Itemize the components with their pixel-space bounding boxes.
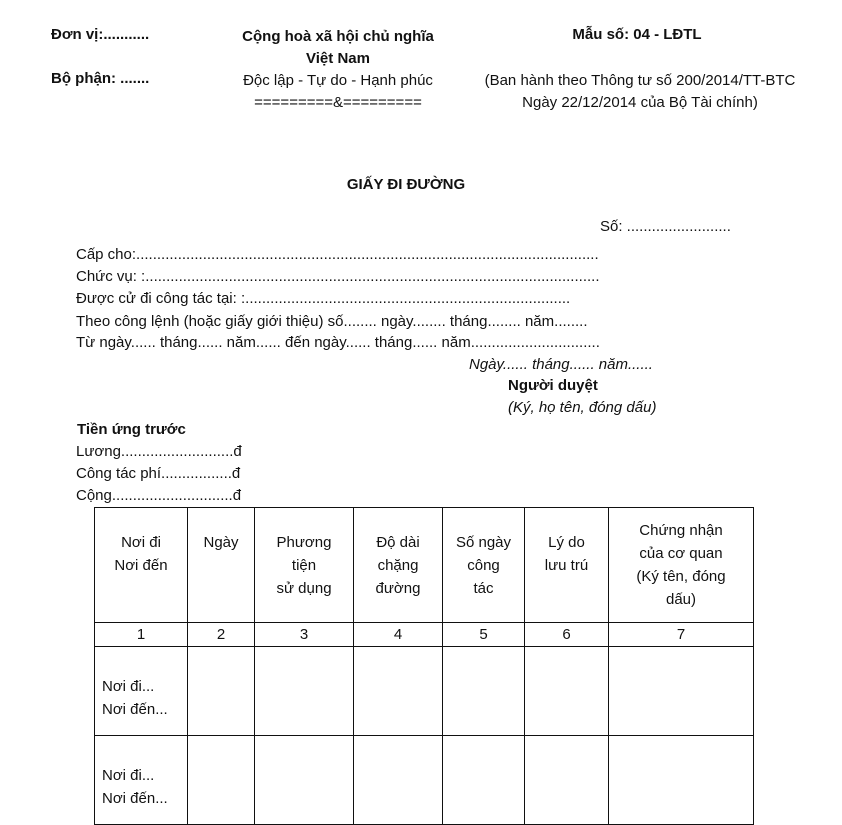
document-title: GIẤY ĐI ĐƯỜNG bbox=[346, 176, 466, 193]
order-reference-field: Theo công lệnh (hoặc giấy giới thiệu) số........ ngày........ tháng........ năm........ bbox=[76, 313, 588, 330]
header-line: lưu trú bbox=[544, 556, 589, 574]
national-title-line-1: Cộng hoà xã hội chủ nghĩa bbox=[242, 28, 434, 45]
travel-table bbox=[94, 507, 754, 825]
org-unit-label: Đơn vị:........... bbox=[51, 26, 150, 43]
header-date bbox=[188, 508, 255, 623]
column-number: 4 bbox=[354, 623, 443, 647]
header-places bbox=[95, 508, 188, 623]
header-line: Lý do bbox=[548, 533, 585, 551]
header-distance bbox=[354, 508, 443, 623]
assigned-location-field: Được cử đi công tác tại: :.............................................................................. bbox=[76, 290, 571, 307]
departure-place: Nơi đi... bbox=[102, 678, 155, 695]
table-cell bbox=[354, 647, 443, 736]
column-number-row bbox=[95, 623, 754, 647]
motto bbox=[218, 70, 458, 114]
header-line: công bbox=[467, 556, 500, 574]
approval-date: Ngày...... tháng...... năm...... bbox=[469, 356, 653, 373]
table-cell bbox=[609, 736, 754, 825]
header-line: Phương bbox=[276, 533, 332, 551]
column-number: 7 bbox=[609, 623, 754, 647]
issued-to-field: Cấp cho:............................................................................................................... bbox=[76, 246, 599, 263]
advance-salary: Lương...........................đ bbox=[76, 443, 242, 460]
header-line: Nơi đến bbox=[114, 556, 168, 574]
issuance-note-line-2: Ngày 22/12/2014 của Bộ Tài chính) bbox=[522, 94, 758, 111]
advance-allowance: Công tác phí.................đ bbox=[76, 465, 241, 482]
table-row bbox=[95, 647, 754, 736]
table-cell bbox=[188, 736, 255, 825]
table-header-row bbox=[95, 508, 754, 623]
motto-rule: =========&========= bbox=[254, 94, 422, 111]
column-number: 1 bbox=[95, 623, 188, 647]
header-line: Số ngày bbox=[455, 533, 512, 551]
department-label: Bộ phận: ....... bbox=[51, 70, 150, 87]
document-number: Số: ......................... bbox=[600, 218, 731, 235]
header-line: chặng bbox=[377, 556, 419, 574]
header-work-days bbox=[443, 508, 525, 623]
national-title-line-2: Việt Nam bbox=[306, 50, 370, 67]
header-stay-reason bbox=[525, 508, 609, 623]
column-number: 2 bbox=[188, 623, 255, 647]
arrival-place: Nơi đến... bbox=[102, 701, 168, 718]
trip-places-cell bbox=[95, 736, 188, 825]
form-number: Mẫu số: 04 - LĐTL bbox=[572, 26, 702, 43]
header-line: Nơi đi bbox=[121, 533, 161, 551]
approver-title: Người duyệt bbox=[508, 377, 598, 394]
column-number: 5 bbox=[443, 623, 525, 647]
issuance-note-line-1: (Ban hành theo Thông tư số 200/2014/TT-BTC bbox=[484, 72, 796, 89]
arrival-place: Nơi đến... bbox=[102, 790, 168, 807]
header-line: Ngày bbox=[203, 533, 239, 551]
header-line: dấu) bbox=[665, 591, 697, 608]
trip-places-cell bbox=[95, 647, 188, 736]
advance-total: Cộng.............................đ bbox=[76, 487, 242, 504]
issuance-note bbox=[462, 70, 818, 114]
header-line: đường bbox=[375, 579, 421, 597]
table-cell bbox=[443, 647, 525, 736]
table-row bbox=[95, 736, 754, 825]
table-cell bbox=[525, 647, 609, 736]
table-cell bbox=[354, 736, 443, 825]
table-cell bbox=[255, 647, 354, 736]
advance-title: Tiền ứng trước bbox=[77, 421, 186, 438]
header-line: sử dụng bbox=[276, 579, 332, 597]
column-number: 3 bbox=[255, 623, 354, 647]
departure-place: Nơi đi... bbox=[102, 767, 155, 784]
approver-signature-note: (Ký, họ tên, đóng dấu) bbox=[508, 399, 657, 416]
table-cell bbox=[443, 736, 525, 825]
header-line: của cơ quan bbox=[639, 545, 723, 562]
header-transport bbox=[255, 508, 354, 623]
header-line: Độ dài bbox=[376, 533, 420, 551]
table-cell bbox=[525, 736, 609, 825]
table-cell bbox=[609, 647, 754, 736]
table-cell bbox=[188, 647, 255, 736]
motto-text: Độc lập - Tự do - Hạnh phúc bbox=[243, 72, 433, 89]
table-cell bbox=[255, 736, 354, 825]
header-certification bbox=[609, 508, 754, 623]
header-line: tiện bbox=[291, 556, 317, 574]
column-number: 6 bbox=[525, 623, 609, 647]
position-field: Chức vụ: :............................................................................................................. bbox=[76, 268, 600, 285]
header-line: tác bbox=[473, 579, 494, 597]
trip-period-field: Từ ngày...... tháng...... năm...... đến ngày...... tháng...... năm............................... bbox=[76, 334, 600, 351]
header-line: (Ký tên, đóng bbox=[636, 568, 726, 585]
header-line: Chứng nhận bbox=[639, 522, 723, 539]
national-title bbox=[218, 26, 458, 70]
